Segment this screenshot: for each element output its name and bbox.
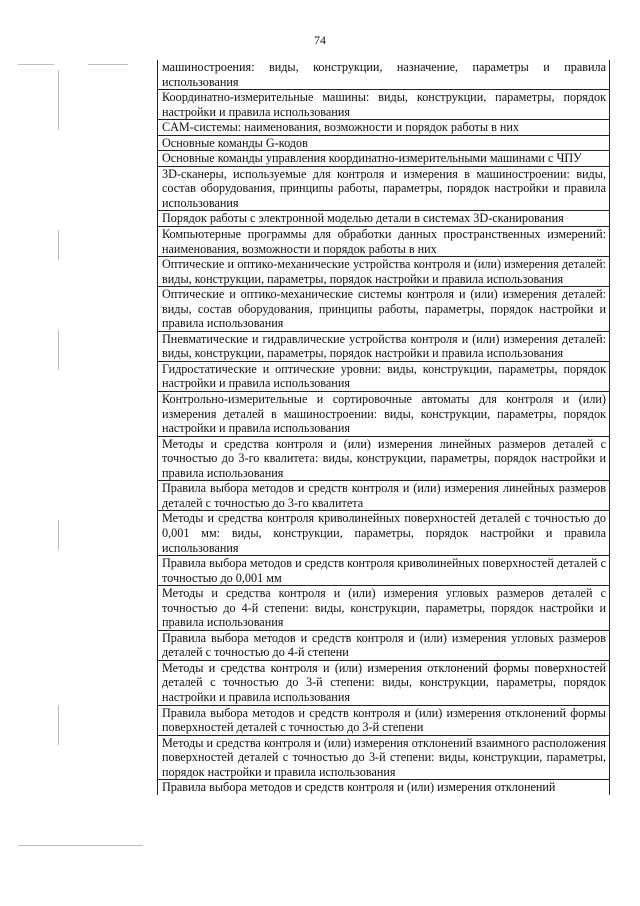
table-row: Методы и средства контроля и (или) измерения отклонений формы поверхностей деталей с точностью до 3-й степени: виды, конструкции, параметры, порядок настройки и правила использования	[158, 660, 609, 705]
scan-line	[58, 330, 59, 370]
table-row: Методы и средства контроля и (или) измерения отклонений взаимного расположения поверхностей деталей с точностью до 3-й степени: виды, конструкции, параметры, порядок настройки и правила использования	[158, 735, 609, 780]
scan-line	[58, 520, 59, 550]
table-row: машиностроения: виды, конструкции, назначение, параметры и правила использования	[162, 60, 606, 89]
table-row: Координатно-измерительные машины: виды, конструкции, параметры, порядок настройки и правила использования	[158, 89, 609, 119]
table-row: Компьютерные программы для обработки данных пространственных измерений: наименования, возможности и порядок работы в них	[158, 226, 609, 256]
table-row: Контрольно-измерительные и сортировочные автоматы для контроля и (или) измерения деталей в машиностроении: виды, конструкции, параметры, порядок настройки и правила использования	[158, 391, 609, 436]
table-row: Методы и средства контроля и (или) измерения линейных размеров деталей с точностью до 3-го квалитета: виды, конструкции, параметры, порядок настройки и правила использования	[158, 436, 609, 481]
table-row: Правила выбора методов и средств контроля и (или) измерения отклонений	[158, 779, 609, 795]
table-row: Методы и средства контроля криволинейных поверхностей деталей с точностью до 0,001 мм: виды, конструкции, параметры, порядок настройки и правила использования	[158, 510, 609, 555]
table-row: Правила выбора методов и средств контроля криволинейных поверхностей деталей с точностью до 0,001 мм	[158, 555, 609, 585]
table-row: CAM-системы: наименования, возможности и порядок работы в них	[158, 119, 609, 135]
requirements-table-column	[157, 60, 610, 795]
scan-line	[18, 845, 143, 846]
table-row: Основные команды G-кодов	[158, 135, 609, 151]
table-row: Пневматические и гидравлические устройства контроля и (или) измерения деталей: виды, конструкции, параметры, порядок настройки и правила использования	[158, 331, 609, 361]
scan-line	[88, 64, 128, 65]
table-row: Основные команды управления координатно-измерительными машинами с ЧПУ	[158, 150, 609, 166]
table-row: Правила выбора методов и средств контроля и (или) измерения линейных размеров деталей с точностью до 3-го квалитета	[158, 480, 609, 510]
page-number: 74	[314, 33, 326, 47]
scan-line	[18, 64, 54, 65]
scan-line	[58, 230, 59, 260]
table-row: Правила выбора методов и средств контроля и (или) измерения отклонений формы поверхностей деталей с точностью до 3-й степени	[158, 705, 609, 735]
table-row: Оптические и оптико-механические устройства контроля и (или) измерения деталей: виды, конструкции, параметры, порядок настройки и правила использования	[158, 256, 609, 286]
scan-line	[58, 705, 59, 745]
table-row: Оптические и оптико-механические системы контроля и (или) измерения деталей: виды, состав оборудования, принципы работы, параметры, порядок настройки и правила использования	[158, 286, 609, 331]
table-row: Порядок работы с электронной моделью детали в системах 3D-сканирования	[158, 210, 609, 226]
scan-line	[58, 70, 59, 130]
table-row: 3D-сканеры, используемые для контроля и измерения в машиностроении: виды, состав оборудования, принципы работы, параметры, порядок настройки и правила использования	[158, 166, 609, 211]
table-row: Методы и средства контроля и (или) измерения угловых размеров деталей с точностью до 4-й степени: виды, конструкции, параметры, порядок настройки и правила использования	[158, 585, 609, 630]
table-row: Гидростатические и оптические уровни: виды, конструкции, параметры, порядок настройки и правила использования	[158, 361, 609, 391]
table-row: Правила выбора методов и средств контроля и (или) измерения угловых размеров деталей с точностью до 4-й степени	[158, 630, 609, 660]
